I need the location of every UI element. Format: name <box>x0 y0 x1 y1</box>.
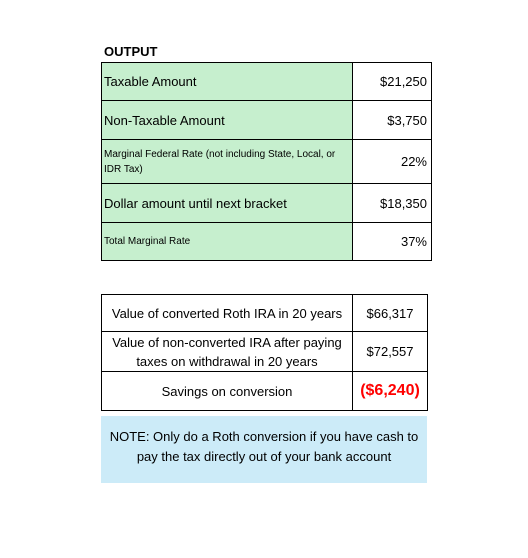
marginal-federal-rate-label: Marginal Federal Rate (not including State, Local, or IDR Tax) <box>102 140 353 184</box>
savings-on-conversion-label: Savings on conversion <box>102 372 353 411</box>
table-row-dollar-until-next-bracket <box>102 184 432 223</box>
converted-roth-value[interactable]: $66,317 <box>353 295 428 332</box>
table-row-taxable-amount <box>102 63 432 101</box>
total-marginal-rate-label: Total Marginal Rate <box>102 223 353 261</box>
savings-on-conversion-value[interactable]: ($6,240) <box>353 372 428 411</box>
table-row-non-taxable-amount <box>102 101 432 140</box>
taxable-amount-label: Taxable Amount <box>102 63 353 101</box>
dollar-until-next-bracket-label: Dollar amount until next bracket <box>102 184 353 223</box>
non-taxable-amount-value[interactable]: $3,750 <box>353 101 432 140</box>
non-taxable-amount-label: Non-Taxable Amount <box>102 101 353 140</box>
taxable-amount-value[interactable]: $21,250 <box>353 63 432 101</box>
converted-roth-label: Value of converted Roth IRA in 20 years <box>102 295 353 332</box>
dollar-until-next-bracket-value[interactable]: $18,350 <box>353 184 432 223</box>
table-row-savings-on-conversion <box>102 372 428 411</box>
table-row-non-converted-ira <box>102 332 428 372</box>
roth-conversion-note: NOTE: Only do a Roth conversion if you have cash to pay the tax directly out of your bank account <box>101 416 427 483</box>
non-converted-ira-value[interactable]: $72,557 <box>353 332 428 372</box>
table-row-converted-roth <box>102 295 428 332</box>
comparison-table <box>101 294 428 411</box>
table-row-total-marginal-rate <box>102 223 432 261</box>
total-marginal-rate-value[interactable]: 37% <box>353 223 432 261</box>
marginal-federal-rate-value[interactable]: 22% <box>353 140 432 184</box>
output-title: OUTPUT <box>104 44 158 59</box>
non-converted-ira-label: Value of non-converted IRA after paying taxes on withdrawal in 20 years <box>102 332 353 372</box>
table-row-marginal-federal-rate <box>102 140 432 184</box>
output-table <box>101 62 432 261</box>
